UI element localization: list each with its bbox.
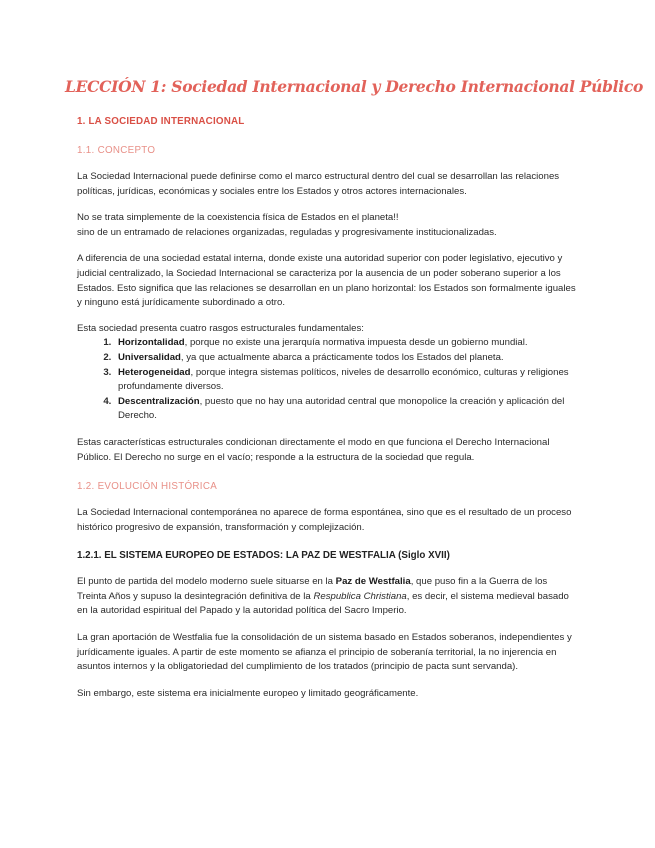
trait-term: Heterogeneidad (118, 366, 191, 378)
paragraph-difference: A diferencia de una sociedad estatal interna, donde existe una autoridad superior con poder legislativo, ejecutivo y judicial centralizado, la Sociedad Internacional se caracteriza por la ausencia de un poder soberano superior a los Estados. Esto significa que las relaciones se desarrollan en un plano horizontal: los Estados son formalmente iguales y ninguno está jurídicamente subordinado a otro. (77, 253, 576, 309)
traits-list (77, 336, 578, 424)
trait-term: Universalidad (118, 351, 181, 363)
paragraph-however: Sin embargo, este sistema era inicialmente europeo y limitado geográficamente. (77, 687, 419, 699)
list-item (114, 366, 578, 395)
section-heading-sociedad-internacional: 1. LA SOCIEDAD INTERNACIONAL (77, 116, 245, 127)
paragraph-contribution: La gran aportación de Westfalia fue la consolidación de un sistema basado en Estados soberanos, independientes y jurídicamente iguales. A partir de este momento se afianza el principio de soberanía territorial, la no injerencia en asuntos internos y la obligatoriedad del cumplimiento de los tratados (principio de pacta sunt servanda). (77, 632, 572, 673)
trait-term: Horizontalidad (118, 337, 185, 349)
paragraph-definition: La Sociedad Internacional puede definirse como el marco estructural dentro del cual se desarrollan las relaciones políticas, jurídicas, económicas y sociales entre los Estados y otros actores internacionales. (77, 171, 560, 197)
subsubsection-heading-westfalia: 1.2.1. EL SISTEMA EUROPEO DE ESTADOS: LA PAZ DE WESTFALIA (Siglo XVII) (77, 550, 450, 562)
list-item (114, 351, 578, 366)
trait-text: , porque no existe una jerarquía normativa impuesta desde un gobierno mundial. (184, 337, 528, 349)
trait-text: , porque integra sistemas políticos, niveles de desarrollo económico, culturas y religiones profundamente diversos. (118, 366, 569, 393)
list-item (114, 395, 578, 424)
westfalia-term: Paz de Westfalia (335, 576, 411, 588)
paragraph-evolution: La Sociedad Internacional contemporánea no aparece de forma espontánea, sino que es el resultado de un proceso histórico progresivo de expansión, transformación y complejización. (77, 507, 572, 533)
westfalia-text-c: , que puso fin a la Guerra de los Treinta Años y supuso la desintegración definitiva de la (77, 576, 548, 602)
paragraph-conditions: Estas características estructurales condicionan directamente el modo en que funciona el Derecho Internacional Público. El Derecho no surge en el vacío; responde a la estructura de la sociedad que regula. (77, 436, 550, 463)
respublica-christiana-term: Respublica Christiana (313, 590, 407, 602)
paragraph-not-coexistence (77, 211, 578, 240)
lesson-title: LECCIÓN 1: Sociedad Internacional y Derecho Internacional Público (65, 77, 643, 96)
trait-term: Descentralización (118, 395, 200, 407)
trait-text: , puesto que no hay una autoridad central que monopolice la creación y aplicación del Derecho. (118, 395, 565, 422)
westfalia-text-e: , es decir, el sistema medieval basado en la autoridad espiritual del Papado y la autoridad política del Sacro Imperio. (77, 590, 569, 617)
list-item (114, 336, 578, 351)
not-coexistence-line-2: sino de un entramado de relaciones organizadas, reguladas y progresivamente institucionalizadas. (77, 226, 497, 238)
subsection-heading-concepto: 1.1. CONCEPTO (77, 145, 156, 156)
paragraph-westfalia (77, 575, 578, 619)
subsection-heading-evolucion-historica: 1.2. EVOLUCIÓN HISTÓRICA (77, 481, 218, 493)
paragraph-traits-intro: Esta sociedad presenta cuatro rasgos estructurales fundamentales: (77, 322, 364, 334)
not-coexistence-line-1: No se trata simplemente de la coexistencia física de Estados en el planeta!! (77, 212, 399, 224)
westfalia-text-a: El punto de partida del modelo moderno suele situarse en la (77, 576, 336, 588)
trait-text: , ya que actualmente abarca a prácticamente todos los Estados del planeta. (180, 351, 504, 363)
